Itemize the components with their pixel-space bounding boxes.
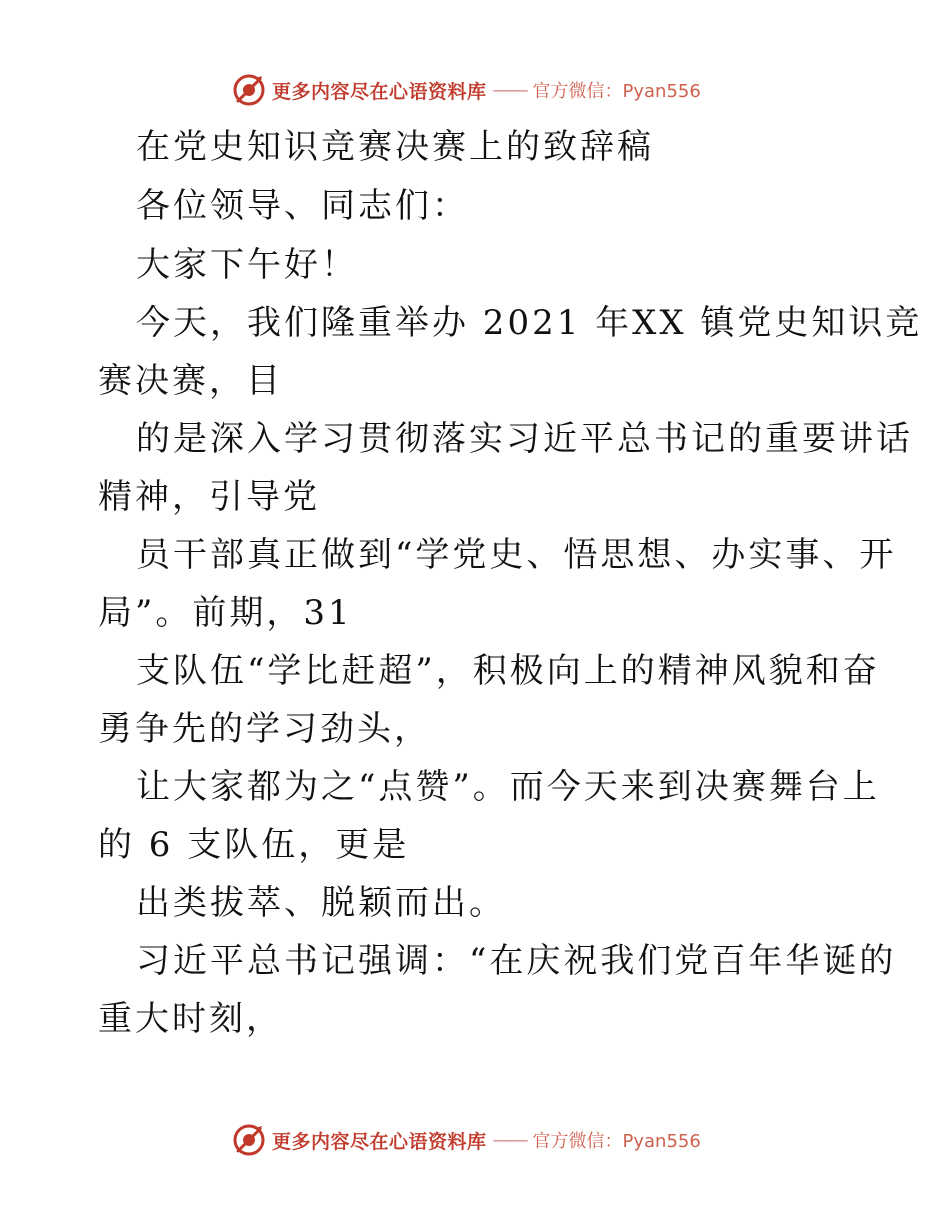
paragraph-line: 习近平总书记强调：“在庆祝我们党百年华诞的	[136, 941, 897, 981]
paragraph-line: 员干部真正做到“学党史、悟思想、办实事、开	[136, 535, 897, 575]
paragraph-line: 各位领导、同志们：	[136, 186, 469, 226]
paragraph-line: 精神，引导党	[98, 477, 320, 517]
paragraph-line: 今天，我们隆重举办 2021 年XX 镇党史知识竞	[136, 303, 923, 343]
logo-icon	[232, 73, 266, 107]
banner-separator: ——	[492, 1129, 527, 1151]
paragraph-line: 赛决赛，目	[98, 361, 283, 401]
paragraph-line: 勇争先的学习劲头，	[98, 709, 431, 749]
logo-icon	[232, 1123, 266, 1157]
document-title: 在党史知识竞赛决赛上的致辞稿	[136, 127, 654, 167]
banner-text: 更多内容尽在心语资料库	[272, 80, 487, 103]
footer-banner	[232, 1122, 712, 1158]
paragraph-line: 大家下午好！	[136, 245, 358, 285]
banner-text: 更多内容尽在心语资料库	[272, 1130, 487, 1153]
paragraph-line: 出类拔萃、脱颖而出。	[136, 883, 506, 923]
banner-wechat: 官方微信：Pyan556	[532, 81, 701, 102]
paragraph-line: 让大家都为之“点赞”。而今天来到决赛舞台上	[136, 767, 880, 807]
paragraph-line: 的 6 支队伍，更是	[98, 825, 410, 865]
paragraph-line: 重大时刻，	[98, 999, 283, 1039]
header-banner	[232, 72, 712, 108]
paragraph-line: 局”。前期，31	[98, 593, 353, 633]
paragraph-line: 的是深入学习贯彻落实习近平总书记的重要讲话	[136, 419, 913, 459]
paragraph-line: 支队伍“学比赶超”，积极向上的精神风貌和奋	[136, 651, 880, 691]
banner-wechat: 官方微信：Pyan556	[532, 1131, 701, 1152]
banner-separator: ——	[492, 79, 527, 101]
